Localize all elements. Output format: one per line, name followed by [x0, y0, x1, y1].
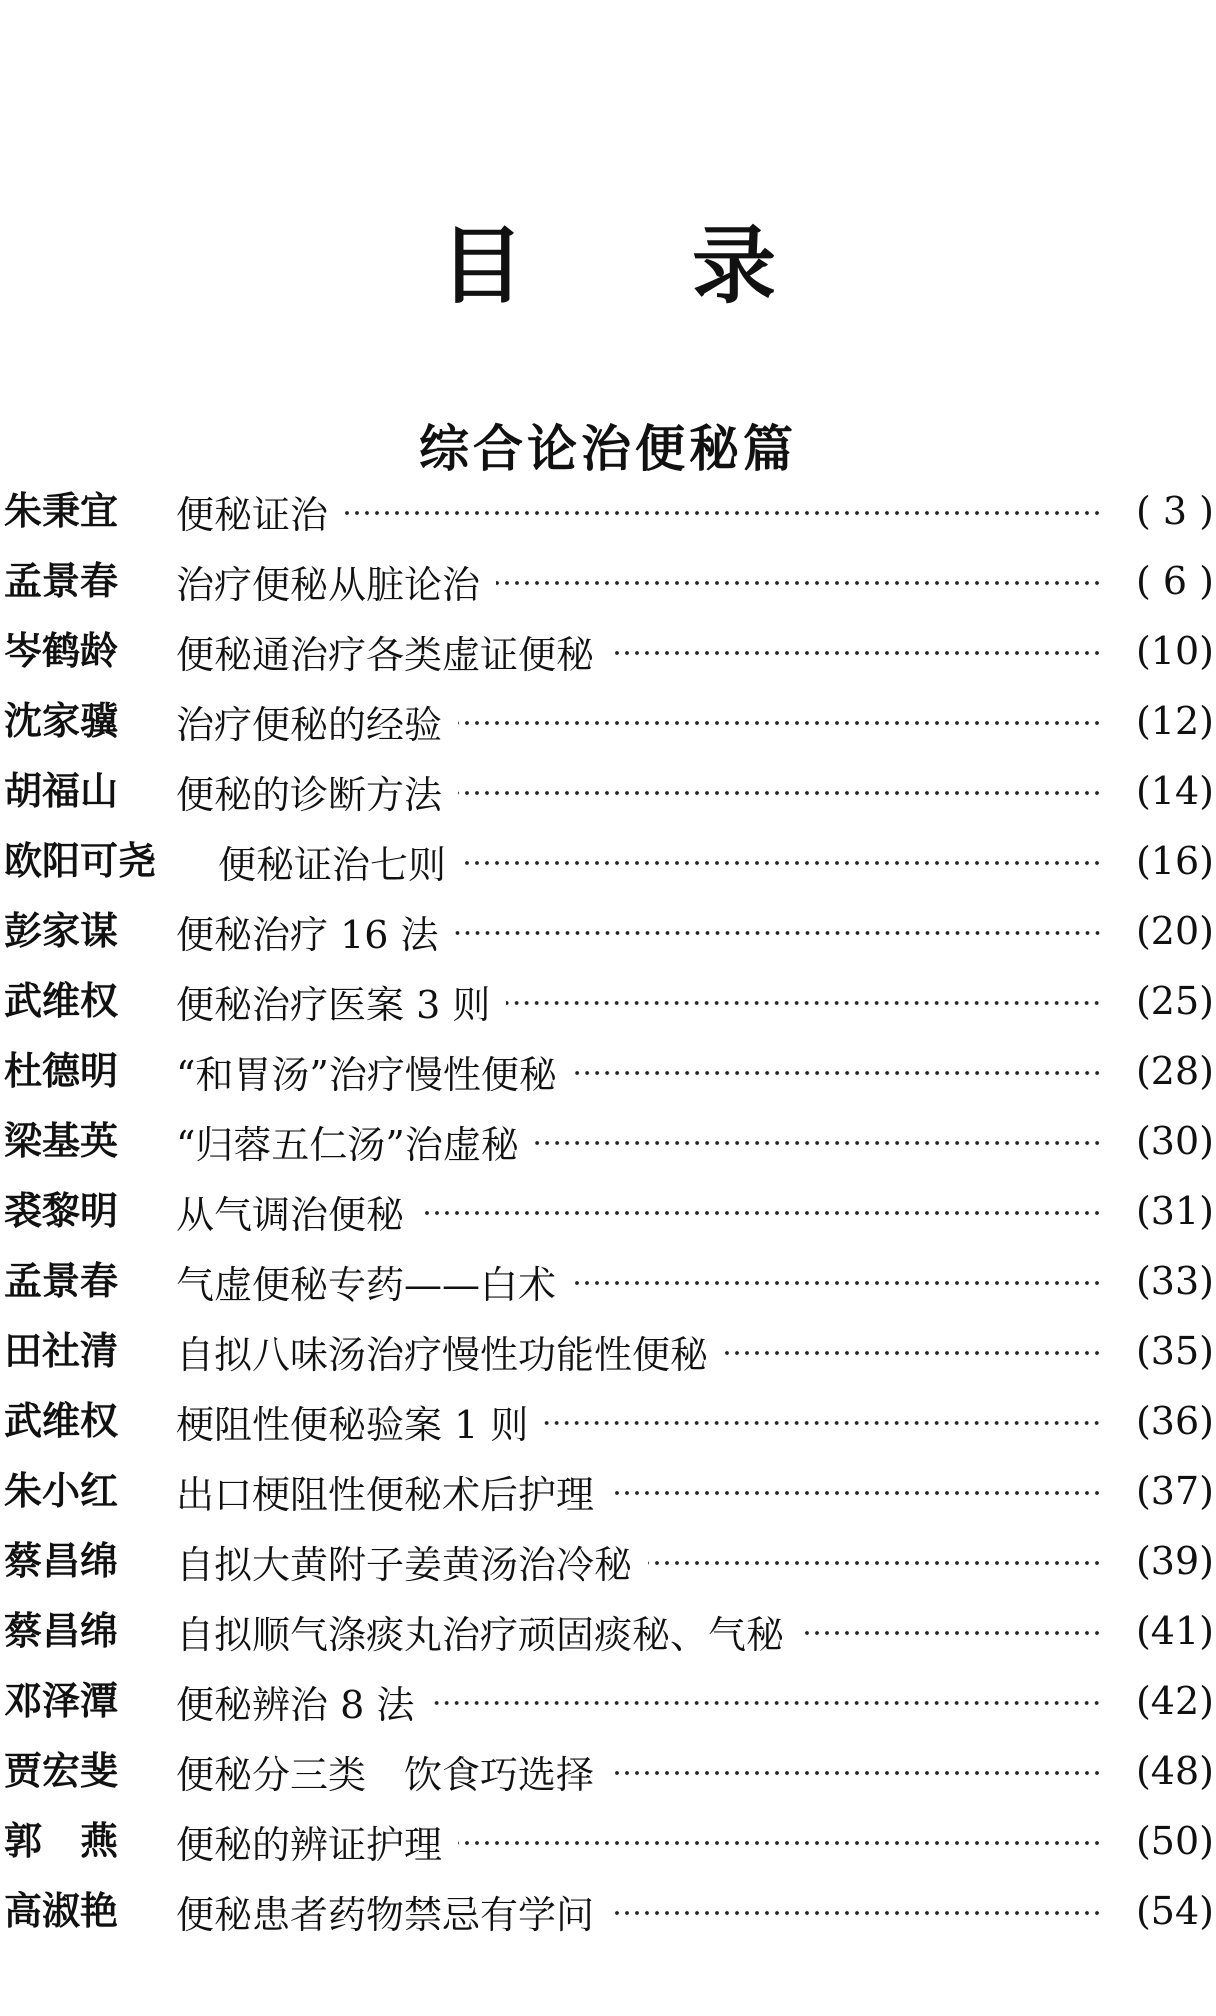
toc-title: 便秘的辨证护理	[176, 1822, 443, 1867]
toc-entry[interactable]	[0, 616, 1216, 686]
dot-leader	[455, 929, 1102, 937]
toc-title: 治疗便秘从脏论治	[176, 562, 481, 607]
dot-leader	[458, 789, 1102, 797]
toc-page-number: (37)	[1135, 1469, 1214, 1513]
toc-author: 武维权	[4, 979, 119, 1023]
toc-title: “和胃汤”治疗慢性便秘	[176, 1052, 557, 1097]
toc-title-group	[176, 1596, 1108, 1666]
toc-title: 自拟顺气涤痰丸治疗顽固痰秘、气秘	[176, 1612, 785, 1657]
toc-page-number: (35)	[1135, 1329, 1214, 1373]
toc-title-group	[176, 1106, 1108, 1176]
dot-leader	[344, 509, 1102, 517]
toc-page-number: (42)	[1135, 1679, 1214, 1723]
toc-entry[interactable]	[0, 1666, 1216, 1736]
toc-title: 便秘证治七则	[218, 842, 447, 887]
toc-entry[interactable]	[0, 1036, 1216, 1106]
toc-entry[interactable]	[0, 546, 1216, 616]
toc-title: 便秘患者药物禁忌有学问	[176, 1892, 595, 1937]
toc-entry[interactable]	[0, 1736, 1216, 1806]
toc-page-number: (31)	[1135, 1189, 1214, 1233]
toc-author: 裘黎明	[4, 1189, 119, 1233]
toc-title: 自拟大黄附子姜黄汤治冷秘	[176, 1542, 633, 1587]
toc-title: 便秘证治	[176, 492, 329, 537]
toc-title: 治疗便秘的经验	[176, 702, 443, 747]
toc-page-number: (50)	[1135, 1819, 1214, 1863]
toc-title-group	[176, 1736, 1108, 1806]
toc-author: 孟景春	[4, 559, 119, 603]
dot-leader	[506, 999, 1102, 1007]
dot-leader	[458, 719, 1102, 727]
toc-page-number: (48)	[1135, 1749, 1214, 1793]
toc-title-group	[218, 826, 1108, 896]
toc-title: 气虚便秘专药——白术	[176, 1262, 557, 1307]
dot-leader	[610, 1489, 1102, 1497]
toc-entry[interactable]	[0, 1526, 1216, 1596]
page-title	[0, 216, 1216, 316]
toc-page-number: (54)	[1135, 1889, 1214, 1933]
toc-page-number: (12)	[1135, 699, 1214, 743]
toc-entry[interactable]	[0, 896, 1216, 966]
toc-entry[interactable]	[0, 966, 1216, 1036]
toc-page-number: (36)	[1135, 1399, 1214, 1443]
toc-title: 便秘治疗医案 3 则	[176, 982, 491, 1027]
dot-leader	[458, 1839, 1102, 1847]
toc-author: 孟景春	[4, 1259, 119, 1303]
toc-title: 便秘的诊断方法	[176, 772, 443, 817]
dot-leader	[572, 1279, 1102, 1287]
toc-page-number: (16)	[1135, 839, 1214, 883]
dot-leader	[800, 1629, 1102, 1637]
toc-entry[interactable]	[0, 1246, 1216, 1316]
dot-leader	[430, 1699, 1102, 1707]
toc-page-number: (14)	[1135, 769, 1214, 813]
toc-title-group	[176, 686, 1108, 756]
toc-page-number: (33)	[1135, 1259, 1214, 1303]
toc-entry[interactable]	[0, 1386, 1216, 1456]
toc-entry[interactable]	[0, 686, 1216, 756]
dot-leader	[724, 1349, 1102, 1357]
dot-leader	[648, 1559, 1102, 1567]
toc-page-number: (25)	[1135, 979, 1214, 1023]
toc-title: 出口梗阻性便秘术后护理	[176, 1472, 595, 1517]
toc-title-group	[176, 616, 1108, 686]
toc-entry[interactable]	[0, 1596, 1216, 1666]
toc-author: 郭 燕	[4, 1819, 119, 1863]
toc-author: 蔡昌绵	[4, 1609, 119, 1653]
toc-page-number: (28)	[1135, 1049, 1214, 1093]
toc-author: 梁基英	[4, 1119, 119, 1163]
toc-author: 高淑艳	[4, 1889, 119, 1933]
table-of-contents	[0, 476, 1216, 1946]
toc-title-group	[176, 1806, 1108, 1876]
toc-title-group	[176, 1246, 1108, 1316]
dot-leader	[573, 1069, 1102, 1077]
toc-title: 自拟八味汤治疗慢性功能性便秘	[176, 1332, 709, 1377]
toc-author: 岑鹤龄	[4, 629, 119, 673]
toc-author: 朱小红	[4, 1469, 119, 1513]
toc-page-number: ( 3 )	[1136, 489, 1214, 533]
toc-entry[interactable]	[0, 1806, 1216, 1876]
toc-title: 梗阻性便秘验案 1 则	[176, 1402, 529, 1447]
toc-title: “归蓉五仁汤”治虚秘	[176, 1122, 519, 1167]
toc-author: 武维权	[4, 1399, 119, 1443]
toc-entry[interactable]	[0, 1456, 1216, 1526]
toc-title-group	[176, 1386, 1108, 1456]
toc-author: 杜德明	[4, 1049, 119, 1093]
toc-entry[interactable]	[0, 1316, 1216, 1386]
toc-page-number: (39)	[1135, 1539, 1214, 1583]
toc-author: 蔡昌绵	[4, 1539, 119, 1583]
toc-entry[interactable]	[0, 1876, 1216, 1946]
toc-title-group	[176, 1666, 1108, 1736]
toc-author: 邓泽潭	[4, 1679, 119, 1723]
dot-leader	[610, 1769, 1102, 1777]
toc-title-group	[176, 476, 1108, 546]
page-title-char-1: 目	[439, 217, 524, 316]
toc-title: 从气调治便秘	[176, 1192, 405, 1237]
toc-page-number: (10)	[1135, 629, 1214, 673]
toc-title-group	[176, 756, 1108, 826]
dot-leader	[535, 1139, 1102, 1147]
toc-title: 便秘辨治 8 法	[176, 1682, 415, 1727]
toc-title-group	[176, 1876, 1108, 1946]
toc-author: 贾宏斐	[4, 1749, 119, 1793]
toc-author: 欧阳可尧	[4, 839, 157, 883]
toc-entry[interactable]	[0, 1106, 1216, 1176]
toc-author: 沈家骥	[4, 699, 119, 743]
dot-leader	[610, 1909, 1102, 1917]
toc-title-group	[176, 1526, 1108, 1596]
toc-title: 便秘通治疗各类虚证便秘	[176, 632, 595, 677]
toc-author: 朱秉宜	[4, 489, 119, 533]
toc-entry[interactable]	[0, 1176, 1216, 1246]
toc-author: 胡福山	[4, 769, 119, 813]
toc-page-number: (30)	[1135, 1119, 1214, 1163]
toc-title-group	[176, 1176, 1108, 1246]
toc-entry[interactable]	[0, 826, 1216, 896]
toc-page-number: ( 6 )	[1136, 559, 1214, 603]
dot-leader	[496, 579, 1102, 587]
toc-title-group	[176, 966, 1108, 1036]
dot-leader	[610, 649, 1102, 657]
toc-title: 便秘治疗 16 法	[176, 912, 439, 957]
toc-author: 彭家谋	[4, 909, 119, 953]
toc-entry[interactable]	[0, 756, 1216, 826]
dot-leader	[462, 859, 1102, 867]
toc-title-group	[176, 1316, 1108, 1386]
section-title: 综合论治便秘篇	[419, 418, 797, 478]
toc-page-number: (20)	[1135, 909, 1214, 953]
toc-author: 田社清	[4, 1329, 119, 1373]
toc-entry[interactable]	[0, 476, 1216, 546]
toc-title-group	[176, 896, 1108, 966]
toc-title-group	[176, 1036, 1108, 1106]
toc-title: 便秘分三类 饮食巧选择	[176, 1752, 595, 1797]
toc-title-group	[176, 546, 1108, 616]
page-title-char-2: 录	[692, 217, 777, 316]
dot-leader	[420, 1209, 1102, 1217]
dot-leader	[544, 1419, 1102, 1427]
toc-page-number: (41)	[1135, 1609, 1214, 1653]
toc-title-group	[176, 1456, 1108, 1526]
